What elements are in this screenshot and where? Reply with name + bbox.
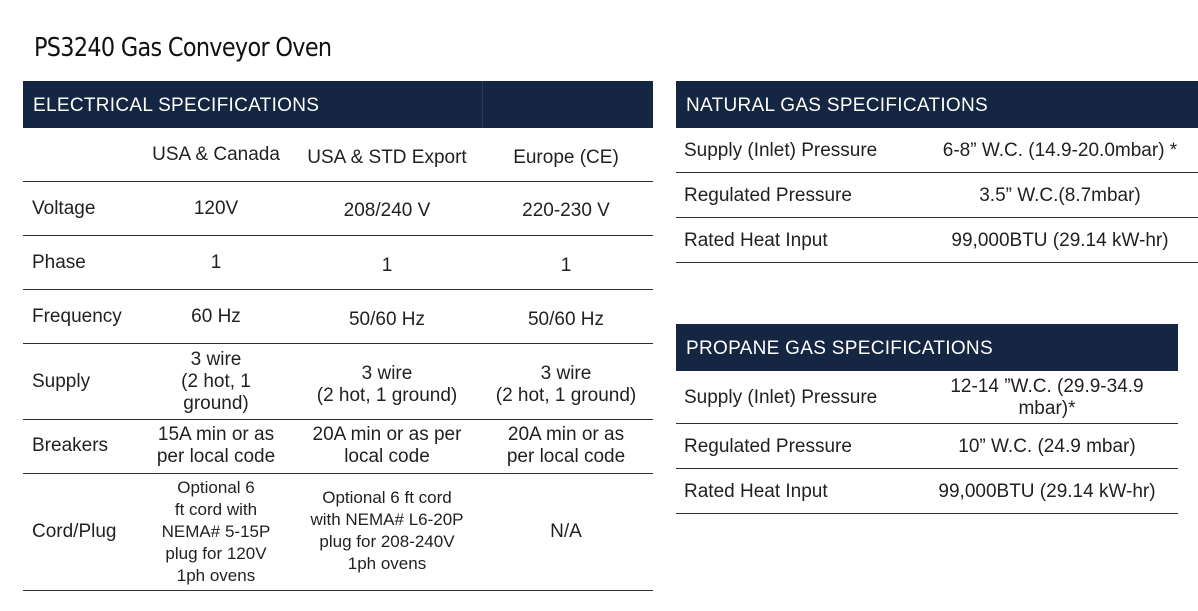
supply-usa-std-export: 3 wire (2 hot, 1 ground) [316,363,458,406]
natural-gas-label-supply-pressure: Supply (Inlet) Pressure [684,140,878,161]
propane-gas-value-regulated-pressure: 10” W.C. (24.9 mbar) [958,436,1136,457]
frequency-usa-std-export: 50/60 Hz [348,309,426,330]
breakers-usa-std-export: 20A min or as per local code [312,424,462,467]
table-rule [23,235,653,236]
voltage-usa-canada: 120V [193,198,239,219]
row-label-breakers: Breakers [32,435,109,456]
propane-gas-label-supply-pressure: Supply (Inlet) Pressure [684,387,878,408]
column-header-usa-canada: USA & Canada [152,144,280,165]
propane-gas-value-supply-pressure: 12-14 ”W.C. (29.9-34.9 mbar)* [950,376,1144,419]
propane-gas-label-rated-heat-input: Rated Heat Input [684,481,828,502]
natural-gas-value-supply-pressure: 6-8” W.C. (14.9-20.0mbar) * [942,140,1178,161]
table-rule [23,419,653,420]
propane-gas-value-rated-heat-input: 99,000BTU (29.14 kW-hr) [938,481,1156,502]
supply-usa-canada: 3 wire (2 hot, 1 ground) [181,349,251,414]
table-rule [676,172,1198,173]
natural-gas-value-rated-heat-input: 99,000BTU (29.14 kW-hr) [951,230,1169,251]
propane-gas-heading: PROPANE GAS SPECIFICATIONS [686,338,993,359]
page-title: PS3240 Gas Conveyor Oven [34,33,332,63]
phase-usa-std-export: 1 [381,255,393,276]
cord-plug-usa-canada: Optional 6 ft cord with NEMA# 5-15P plug for 120V 1ph ovens [161,478,271,585]
table-rule [23,289,653,290]
natural-gas-heading: NATURAL GAS SPECIFICATIONS [686,95,988,116]
cord-plug-europe-ce: N/A [550,521,582,542]
row-label-frequency: Frequency [32,306,122,327]
propane-gas-label-regulated-pressure: Regulated Pressure [684,436,852,457]
row-label-supply: Supply [32,371,91,392]
natural-gas-header-band [676,81,1198,128]
table-rule [23,473,653,474]
table-rule [676,262,1198,263]
header-divider [482,81,483,128]
column-header-usa-std-export: USA & STD Export [307,147,467,168]
natural-gas-label-rated-heat-input: Rated Heat Input [684,230,828,251]
table-rule [23,181,653,182]
row-label-voltage: Voltage [32,198,96,219]
phase-europe-ce: 1 [560,255,572,276]
electrical-heading: ELECTRICAL SPECIFICATIONS [33,95,320,116]
table-rule [676,513,1178,514]
row-label-phase: Phase [32,252,86,273]
frequency-europe-ce: 50/60 Hz [527,309,605,330]
table-rule [23,343,653,344]
cord-plug-usa-std-export: Optional 6 ft cord with NEMA# L6-20P plug for 208-240V 1ph ovens [310,488,464,573]
table-rule [676,423,1178,424]
voltage-usa-std-export: 208/240 V [343,200,431,221]
phase-usa-canada: 1 [210,252,222,273]
electrical-header-band [23,81,653,128]
table-rule [676,468,1178,469]
column-header-europe-ce: Europe (CE) [513,147,619,168]
frequency-usa-canada: 60 Hz [191,306,241,327]
supply-europe-ce: 3 wire (2 hot, 1 ground) [495,363,637,406]
table-rule [23,590,653,591]
voltage-europe-ce: 220-230 V [522,200,610,221]
row-label-cord-plug: Cord/Plug [32,521,117,542]
breakers-europe-ce: 20A min or as per local code [506,424,626,467]
natural-gas-value-regulated-pressure: 3.5” W.C.(8.7mbar) [979,185,1141,206]
propane-gas-header-band [676,324,1178,371]
breakers-usa-canada: 15A min or as per local code [156,424,276,467]
table-rule [676,217,1198,218]
natural-gas-label-regulated-pressure: Regulated Pressure [684,185,852,206]
